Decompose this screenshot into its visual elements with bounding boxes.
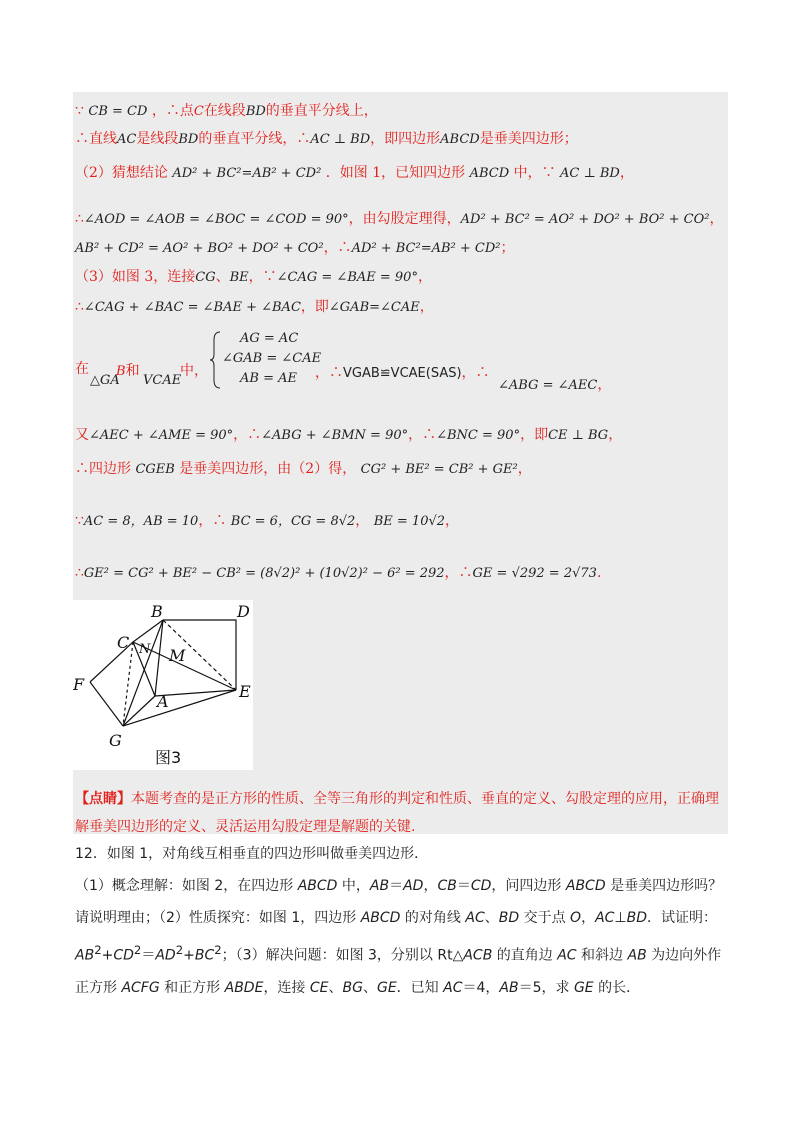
- text: 的长．: [593, 979, 641, 996]
- solution-line-8a: [75, 358, 89, 378]
- text: 中，: [180, 363, 208, 379]
- solution-line-8d: [143, 372, 181, 388]
- text: ，: [423, 878, 438, 894]
- text: ，∴: [444, 565, 473, 581]
- text: 的垂直平分线上，: [265, 103, 378, 119]
- text: ，∴: [461, 365, 490, 381]
- math-var: CB: [437, 878, 457, 894]
- math-expr: ∠GAB=∠CAE: [328, 300, 420, 315]
- text: ∵: [75, 513, 84, 529]
- math-var: BG: [342, 979, 363, 996]
- math-var: AC: [117, 132, 137, 147]
- text: ，: [619, 165, 634, 181]
- text: 、: [362, 979, 377, 996]
- math-expr: GE = √292 = 2√73: [472, 566, 597, 581]
- label-N: N: [139, 642, 151, 657]
- text: ，: [581, 910, 596, 926]
- solution-line-7: [75, 296, 434, 316]
- text: ，∴: [198, 513, 227, 529]
- brace-icon: [208, 330, 222, 390]
- math-expr: AB = AE: [240, 371, 297, 386]
- text: +: [101, 947, 114, 964]
- text: +: [183, 947, 195, 964]
- math-var: ABCD: [360, 910, 401, 926]
- math-var: VCAE: [143, 373, 182, 388]
- problem-12-title: [75, 838, 730, 870]
- because-symbol: ∵: [75, 103, 84, 119]
- math-expr: AG = AC: [240, 331, 299, 346]
- label-F: F: [73, 675, 85, 694]
- text: 在: [75, 361, 89, 377]
- solution-line-4: [75, 208, 723, 228]
- math-expr: GE² = CG² + BE² − CB² = (8√2)² + (10√2)² − 6² = 292: [83, 566, 445, 581]
- math-var: O: [570, 910, 582, 926]
- math-expr: ∠AEC + ∠AME = 90°: [89, 428, 234, 443]
- label-D: D: [237, 602, 250, 621]
- text: ＝: [141, 947, 156, 964]
- text: 又: [75, 427, 89, 443]
- text: 交于点: [519, 910, 571, 926]
- math-expr: AC ⊥ BD: [310, 132, 371, 147]
- math-var: AC: [557, 947, 577, 964]
- text: 是垂美四边形吗？请说明理由；（2）性质探究：如图 1，四边形: [75, 878, 723, 926]
- math-var: BD: [245, 104, 266, 119]
- text: ，: [355, 513, 370, 529]
- text: 、: [484, 910, 499, 926]
- math-expr: AC ⊥ BD: [560, 166, 620, 181]
- math-expr: ∠ABG = ∠AEC: [498, 378, 598, 393]
- math-var: C: [193, 104, 204, 119]
- text: ＝5，求: [518, 979, 574, 996]
- commentary: [75, 785, 725, 841]
- text: ，∴点: [151, 103, 194, 119]
- math-var: ABCD: [469, 166, 510, 181]
- text: 中，: [337, 878, 370, 894]
- text: 、: [215, 269, 230, 285]
- solution-line-6: [75, 266, 432, 286]
- math-var: ABCD: [440, 132, 480, 147]
- text: 为边向外作正方形: [75, 947, 722, 996]
- text: 的对角线: [400, 910, 466, 926]
- math-expr: BC = 6，CG = 8√2: [230, 514, 356, 529]
- text: ．如图 1，已知四边形: [325, 165, 466, 181]
- text: ，∴: [323, 240, 352, 256]
- math-var: CD: [470, 878, 492, 894]
- exponent: 2: [133, 943, 142, 957]
- math-expr: ∠GAB = ∠CAE: [222, 351, 322, 366]
- label-M: M: [169, 646, 186, 665]
- math-var: AD: [155, 947, 176, 964]
- text: 是垂美四边形，由（2）得，: [179, 461, 357, 477]
- math-var: CD: [113, 947, 134, 964]
- solution-line-8e: [180, 360, 208, 380]
- text: 的垂直平分线，∴: [198, 131, 311, 147]
- text: ，∴: [408, 427, 437, 443]
- label-C: C: [117, 633, 130, 652]
- text: ，: [608, 427, 623, 443]
- math-var: AC: [595, 910, 615, 926]
- text: ＝: [389, 878, 404, 894]
- text: ，∵: [248, 269, 277, 285]
- solution-line-2: [75, 128, 578, 148]
- system-eq-1: [240, 330, 298, 346]
- math-expr: AD² + BC²=AB² + CD²: [172, 166, 322, 181]
- solution-line-12: [75, 562, 601, 582]
- math-var: CGEB: [135, 462, 175, 477]
- solution-line-11: [75, 510, 459, 530]
- text: ∴: [75, 565, 84, 581]
- system-eq-3: [240, 370, 297, 386]
- math-expr: CG² + BE² = CB² + GE²: [360, 462, 518, 477]
- math-expr: CB = CD: [88, 104, 148, 119]
- math-var: △GA: [90, 373, 120, 388]
- text: ，由勾股定理得，: [348, 211, 461, 227]
- math-var: CG: [195, 270, 216, 285]
- text: 和斜边: [576, 947, 628, 964]
- text: ，问四边形: [491, 878, 566, 894]
- text: ，: [417, 269, 432, 285]
- text: 、: [328, 979, 343, 996]
- system-eq-2: [222, 350, 321, 366]
- text: ∴四边形: [75, 461, 131, 477]
- text: 是线段: [136, 131, 179, 147]
- solution-line-8f: [315, 362, 490, 382]
- text: ，: [419, 299, 434, 315]
- text: ；: [500, 240, 515, 256]
- solution-line-8g: [498, 374, 611, 394]
- math-var: AC: [443, 979, 463, 996]
- text: .: [596, 565, 602, 581]
- math-expr: AD² + BC² = AO² + DO² + BO² + CO²: [460, 212, 710, 227]
- math-var: BD: [178, 132, 199, 147]
- text: ．已知: [396, 979, 444, 996]
- math-expr: ∠ABG + ∠BMN = 90°: [261, 428, 409, 443]
- math-var: BD: [626, 910, 648, 926]
- solution-line-1: [75, 100, 378, 120]
- text: ，即: [300, 299, 329, 315]
- solution-line-3: [75, 162, 634, 182]
- commentary-tag: 【点睛】: [75, 791, 131, 807]
- math-var: ACFG: [121, 979, 160, 996]
- text: 是垂美四边形；: [479, 131, 578, 147]
- math-var: ACB: [463, 947, 493, 964]
- text: ，即: [520, 427, 549, 443]
- math-var: BC: [194, 947, 215, 964]
- solution-line-10: [75, 458, 532, 478]
- math-expr: ∠CAG = ∠BAE = 90°: [276, 270, 418, 285]
- exponent: 2: [214, 943, 222, 957]
- text: （1）概念理解：如图 2，在四边形: [75, 878, 298, 894]
- solution-line-9: [75, 424, 622, 444]
- label-B: B: [151, 602, 163, 621]
- math-expr: BE = 10√2: [373, 514, 446, 529]
- math-var: BD: [498, 910, 520, 926]
- text: ；（3）解决问题：如图 3，分别以 Rt△: [221, 947, 464, 964]
- math-expr: AB² + CD² = AO² + BO² + DO² + CO²: [75, 241, 324, 256]
- text: ．试证明：: [647, 910, 718, 926]
- problem-text: 12．如图 1，对角线互相垂直的四边形叫做垂美四边形．: [75, 846, 429, 862]
- math-var: B: [116, 364, 126, 379]
- text: ∴: [75, 299, 84, 315]
- math-expr: VGAB≌VCAE(SAS): [343, 366, 462, 381]
- text: ，: [445, 513, 460, 529]
- text: ＝: [456, 878, 471, 894]
- math-var: GE: [573, 979, 594, 996]
- solution-line-8c: [90, 372, 120, 388]
- text: ，∴: [233, 427, 262, 443]
- math-var: CE: [309, 979, 329, 996]
- text: ，: [709, 211, 724, 227]
- text: ∴直线: [75, 131, 117, 147]
- text: 和: [125, 363, 140, 379]
- math-expr: ∠CAG + ∠BAC = ∠BAE + ∠BAC: [83, 300, 301, 315]
- text: ，: [597, 377, 612, 393]
- math-expr: ∠BNC = 90°: [436, 428, 521, 443]
- text: ，: [517, 461, 532, 477]
- math-var: AD: [403, 878, 424, 894]
- text: （3）如图 3，连接: [75, 269, 196, 285]
- math-expr: AD² + BC²=AB² + CD²: [351, 241, 501, 256]
- math-var: ABCD: [565, 878, 606, 894]
- text: 在线段: [203, 103, 246, 119]
- text: ＝4，: [462, 979, 500, 996]
- label-G: G: [109, 731, 122, 750]
- math-var: AB: [369, 878, 390, 894]
- exponent: 2: [175, 943, 184, 957]
- math-var: ABCD: [297, 878, 338, 894]
- math-var: AB: [75, 947, 95, 964]
- text: ∴: [75, 211, 84, 227]
- exponent: 2: [94, 943, 102, 957]
- text: ，即四边形: [370, 131, 441, 147]
- math-expr: ∠AOD = ∠AOB = ∠BOC = ∠COD = 90°: [83, 212, 349, 227]
- text: 和正方形: [159, 979, 225, 996]
- math-var: AB: [627, 947, 647, 964]
- text: 的直角边: [492, 947, 558, 964]
- text: ⊥: [614, 910, 627, 926]
- label-A: A: [157, 692, 169, 711]
- math-var: ABDE: [224, 979, 264, 996]
- label-E: E: [239, 682, 251, 701]
- math-expr: AC = 8，AB = 10: [83, 514, 199, 529]
- problem-12-body: [75, 870, 730, 1004]
- math-expr: CE ⊥ BG: [548, 428, 609, 443]
- figure-caption: 图3: [155, 748, 182, 767]
- commentary-text: 本题考查的是正方形的性质、全等三角形的判定和性质、垂直的定义、勾股定理的应用，正确理解垂美四边形的定义、灵活运用勾股定理是解题的关键.: [75, 791, 719, 835]
- solution-line-5: [75, 237, 514, 257]
- math-var: AC: [465, 910, 485, 926]
- text: （2）猜想结论: [75, 165, 168, 181]
- text: ，连接: [263, 979, 310, 996]
- math-var: GE: [376, 979, 397, 996]
- math-var: AB: [499, 979, 519, 996]
- text: 中，∵: [513, 165, 556, 181]
- math-var: BE: [229, 270, 249, 285]
- text: ，∴: [315, 365, 343, 381]
